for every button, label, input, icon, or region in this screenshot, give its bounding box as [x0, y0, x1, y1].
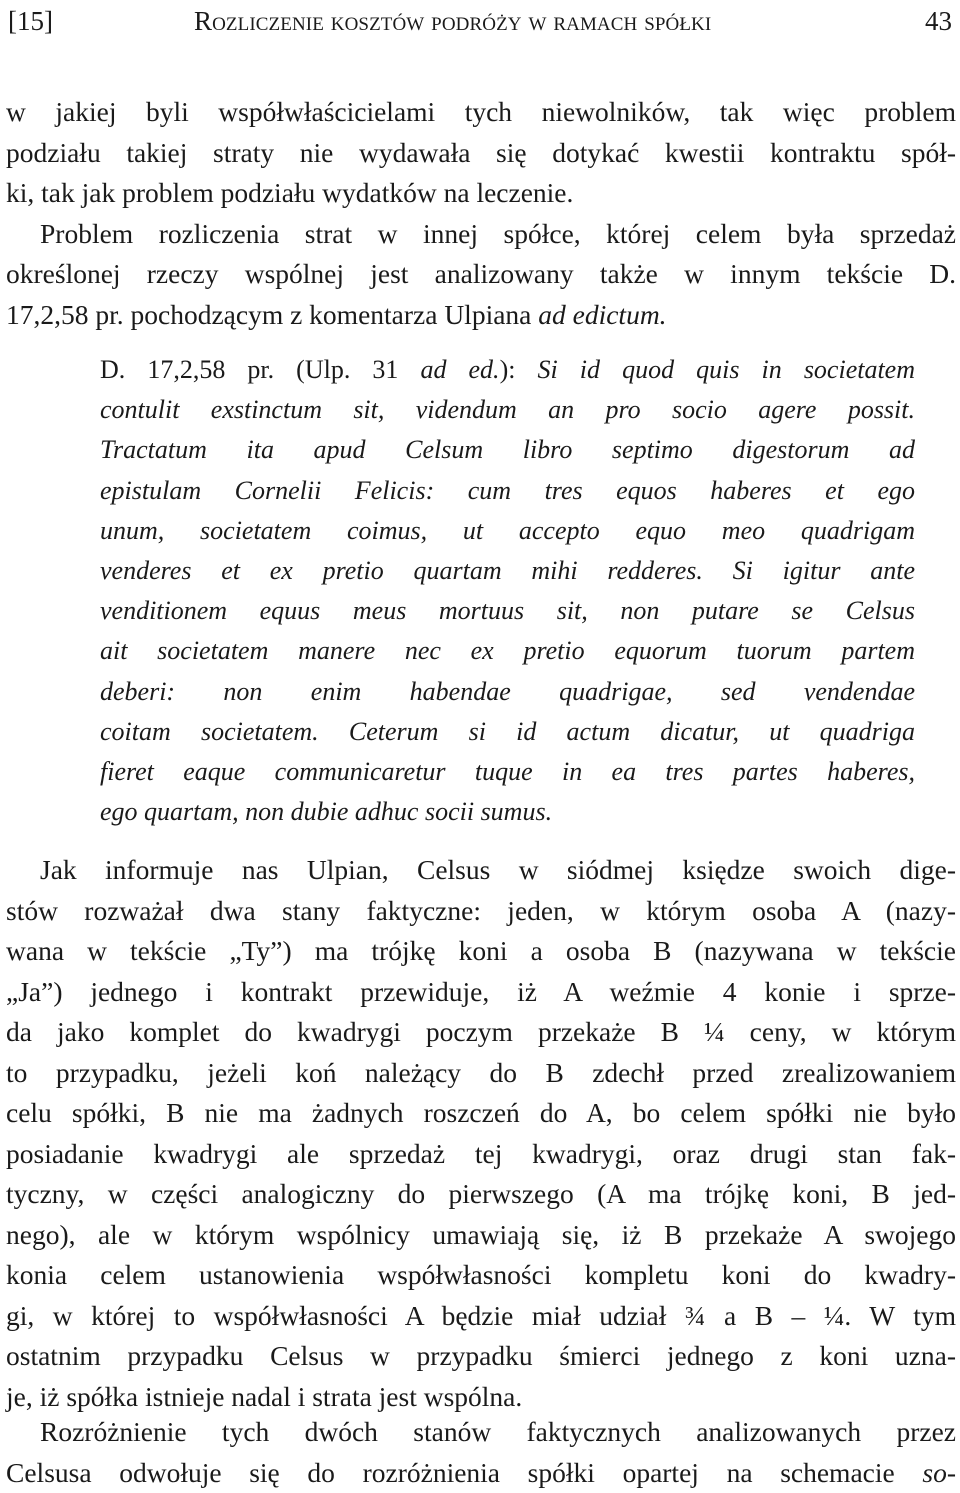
text-line: to przypadku, jeżeli koń należący do B zdechł przed zrealizowaniem	[6, 1056, 956, 1088]
quote-reference-end: ):	[499, 355, 538, 384]
text-line: Rozróżnienie tych dwóch stanów faktycznych analizowanych przez	[40, 1416, 956, 1447]
quote-line: venditionem equus meus mortuus sit, non putare se Celsus	[100, 596, 915, 626]
text-line: stów rozważał dwa stany faktyczne: jeden, w którym osoba A (nazy-	[6, 894, 956, 926]
text-line: Problem rozliczenia strat w innej spółce, której celem była sprzedaż	[40, 217, 956, 249]
quote-line: coitam societatem. Ceterum si id actum dicatur, ut quadriga	[100, 716, 915, 746]
text-line: tyczny, w części analogiczny do pierwszego (A ma trójkę koni, B jed-	[6, 1178, 956, 1209]
text-segment: 17,2,58 pr. pochodzącym z komentarza Ulpiana	[6, 298, 539, 330]
text-line: je, iż spółka istnieje nadal i strata jest wspólna.	[6, 1380, 523, 1412]
quote-line: venderes et ex pretio quartam mihi redderes. Si igitur ante	[100, 556, 915, 586]
quote-line	[100, 350, 915, 390]
paragraph-3	[6, 1412, 956, 1493]
digest-quotation	[100, 350, 915, 832]
section-number: [15]	[8, 6, 53, 36]
quote-line: contulit exstinctum sit, videndum an pro socio agere possit.	[100, 395, 915, 425]
running-header	[8, 4, 952, 44]
page-number: 43	[925, 6, 952, 36]
quote-reference-italic: ad ed.	[420, 355, 500, 384]
quote-reference: D. 17,2,58 pr. (Ulp. 31	[100, 355, 421, 384]
quote-line: deberi: non enim habendae quadrigae, sed vendendae	[100, 676, 915, 706]
paragraph-1	[6, 92, 956, 335]
quote-line: ait societatem manere nec ex pretio equorum tuorum partem	[100, 636, 915, 666]
italic-term: so-	[922, 1456, 956, 1488]
text-line: gi, w której to współwłasności A będzie miał udział ¾ a B – ¼. W tym	[6, 1299, 956, 1331]
text-line: celu spółki, B nie ma żadnych roszczeń do A, bo celem spółki nie było	[6, 1097, 956, 1128]
text-line	[6, 295, 956, 336]
quote-line: ego quartam, non dubie adhuc socii sumus.	[100, 797, 553, 827]
text-line: podziału takiej straty nie wydawała się dotykać kwestii kontraktu spół-	[6, 136, 956, 168]
quote-line: epistulam Cornelii Felicis: cum tres equos haberes et ego	[100, 475, 915, 505]
quote-line: fieret eaque communicaretur tuque in ea tres partes haberes,	[100, 757, 915, 787]
text-line: w jakiej byli współwłaścicielami tych niewolników, tak więc problem	[6, 96, 956, 127]
quote-line: Tractatum ita apud Celsum libro septimo digestorum ad	[100, 435, 915, 465]
text-line: nego), ale w którym wspólnicy umawiają się, iż B przekaże A swojego	[6, 1218, 956, 1250]
text-line: da jako komplet do kwadrygi poczym przekaże B ¼ ceny, w którym	[6, 1016, 956, 1047]
text-line: określonej rzeczy wspólnej jest analizowany także w innym tekście D.	[6, 258, 956, 289]
text-line: ostatnim przypadku Celsus w przypadku śmierci jednego z koni uzna-	[6, 1340, 956, 1371]
text-line: wana w tekście „Ty”) ma trójkę koni a osoba B (nazywana w tekście	[6, 935, 956, 966]
italic-term: ad edictum.	[538, 298, 667, 330]
text-line: posiadanie kwadrygi ale sprzedaż tej kwadrygi, oraz drugi stan fak-	[6, 1137, 956, 1169]
text-line: Jak informuje nas Ulpian, Celsus w siódmej księdze swoich dige-	[40, 854, 956, 885]
running-title: Rozliczenie kosztów podróży w ramach spółki	[194, 6, 712, 36]
quote-text: Si id quod quis in societatem	[537, 355, 916, 384]
text-line: „Ja”) jednego i kontrakt przewiduje, iż A weźmie 4 konie i sprze-	[6, 975, 956, 1007]
text-line	[6, 1453, 956, 1493]
paragraph-2	[6, 850, 956, 1417]
text-line: konia celem ustanowienia współwłasności kompletu koni do kwadry-	[6, 1259, 956, 1290]
text-line: ki, tak jak problem podziału wydatków na leczenie.	[6, 177, 574, 208]
quote-line: unum, societatem coimus, ut accepto equo meo quadrigam	[100, 515, 915, 545]
text-segment: Celsusa odwołuje się do rozróżnienia spółki opartej na schemacie	[6, 1456, 923, 1488]
